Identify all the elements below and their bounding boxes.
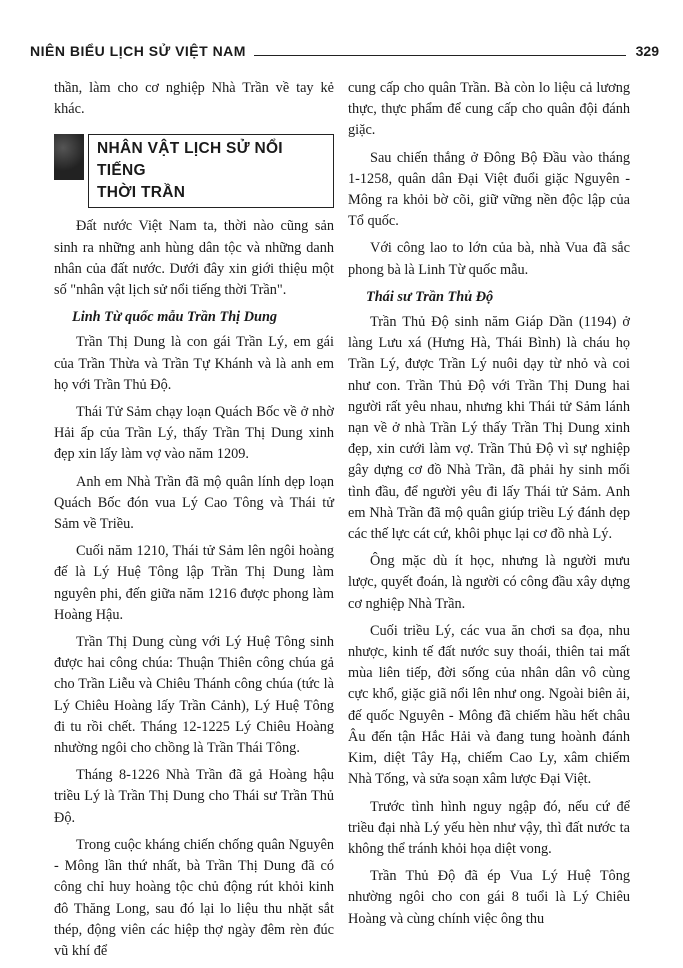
header-rule xyxy=(254,55,626,56)
subsection-heading: Thái sư Trần Thủ Độ xyxy=(366,288,494,305)
paragraph: cung cấp cho quân Trần. Bà còn lo liệu cả lương thực, thực phẩm để cung cấp cho quân đội đánh giặc. xyxy=(348,80,630,139)
paragraph: Với công lao to lớn của bà, nhà Vua đã sắc phong bà là Linh Từ quốc mẫu. xyxy=(348,240,630,278)
section-heading-frame xyxy=(88,134,334,208)
left-column xyxy=(54,78,334,968)
paragraph: Sau chiến thắng ở Đông Bộ Đầu vào tháng 1-1258, quân dân Đại Việt đuổi giặc Nguyên - Mông ra khỏi bờ cõi, giữ vững nền độc lập của Tổ quốc. xyxy=(348,149,630,230)
right-column xyxy=(348,78,630,936)
paragraph: Trần Thị Dung là con gái Trần Lý, em gái của Trần Thừa và Trần Tự Khánh và là anh em họ với Trần Thủ Độ. xyxy=(54,334,334,393)
page-number: 329 xyxy=(635,43,659,59)
paragraph: Trước tình hình nguy ngập đó, nếu cứ để triều đại nhà Lý yếu hèn như vậy, thì đất nước ta không thể tránh khỏi họa diệt vong. xyxy=(348,798,630,857)
paragraph: Ông mặc dù ít học, nhưng là người mưu lược, quyết đoán, là người có công đầu xây dựng cơ nghiệp Nhà Trần. xyxy=(348,553,630,612)
subsection-heading: Linh Từ quốc mẫu Trần Thị Dung xyxy=(72,309,278,326)
paragraph: Tháng 8-1226 Nhà Trần đã gả Hoàng hậu triều Lý là Trần Thị Dung cho Thái sư Trần Thủ Độ. xyxy=(54,767,334,826)
paragraph: Trong cuộc kháng chiến chống quân Nguyên - Mông lần thứ nhất, bà Trần Thị Dung đã có công chỉ huy hoàng tộc chủ động rút khỏi kinh đô Thăng Long, sau đó lại lo liệu thu nhặt sắt thép, động viên các hiệp thợ ngày đêm rèn đúc vũ khí để xyxy=(54,836,334,959)
section-heading-line2: THỜI TRẦN xyxy=(97,184,186,202)
paragraph: Cuối triều Lý, các vua ăn chơi sa đọa, nhu nhược, kinh tế đất nước suy thoái, thiên tai mất mùa liên tiếp, đời sống của nhân dân vô cùng cực khổ, giặc giã nổi lên như ong. Ngoài biên ải, đế quốc Nguyên - Mông đã chiếm hầu hết châu Âu đến tận Hắc Hải và đang tung hoành đánh Kim, diệt Tây Hạ, chiếm Cao Ly, xâm chiếm Nhà Tống, và sửa soạn xâm lược Đại Việt. xyxy=(348,622,630,788)
paragraph: Thái Tử Sảm chạy loạn Quách Bốc về ở nhờ Hải ấp của Trần Lý, thấy Trần Thị Dung xinh đẹp xin lấy làm vợ vào năm 1209. xyxy=(54,404,334,463)
paragraph: Đất nước Việt Nam ta, thời nào cũng sản sinh ra những anh hùng dân tộc và những danh nhân của đất nước. Dưới đây xin giới thiệu một số "nhân vật lịch sử nổi tiếng thời Trần". xyxy=(54,218,334,299)
paragraph: Trần Thủ Độ sinh năm Giáp Dần (1194) ở làng Lưu xá (Hưng Hà, Thái Bình) là cháu họ Trần Lý, được Trần Lý nuôi dạy từ nhỏ và coi như con. Trần Thủ Độ với Trần Thị Dung hai người rất yêu nhau, nhưng khi Thái tử Sảm lánh nạn về ở nhà Trần Lý thấy Trần Thị Dung xinh đẹp, xin cưới làm vợ. Trần Thủ Độ vì sự nghiệp gây dựng cơ đồ Nhà Trần, đã phải hy sinh mối tình đầu, để người yêu đi lấy Thái tử Sảm. Anh em Nhà Trần đã mộ quân giúp triều Lý đánh dẹp các thế lực cát cứ, khôi phục lại cơ đồ nhà Lý. xyxy=(348,314,630,543)
paragraph: Trần Thủ Độ đã ép Vua Lý Huệ Tông nhường ngôi cho con gái 8 tuổi là Lý Chiêu Hoàng và cùng chính việc ông thu xyxy=(348,868,630,927)
running-header xyxy=(30,40,659,62)
section-heading-line1: NHÂN VẬT LỊCH SỬ NỔI TIẾNG xyxy=(97,140,283,180)
paragraph: thần, làm cho cơ nghiệp Nhà Trần về tay kẻ khác. xyxy=(54,80,334,118)
paragraph: Anh em Nhà Trần đã mộ quân lính dẹp loạn Quách Bốc đón vua Lý Cao Tông và Thái tử Sảm về Triều. xyxy=(54,473,334,533)
paragraph: Trần Thị Dung cùng với Lý Huệ Tông sinh được hai công chúa: Thuận Thiên công chúa gả cho Trần Liễu và Chiêu Thánh công chúa (tức là Lý Chiêu Hoàng lấy Trần Cảnh), Lý Huệ Tông đi tu rồi chết. Tháng 12-1225 Lý Chiêu Hoàng nhường ngôi cho chồng là Trần Thái Tông. xyxy=(54,634,334,757)
section-heading xyxy=(54,134,334,208)
section-ornament-icon xyxy=(54,134,84,180)
paragraph: Cuối năm 1210, Thái tử Sảm lên ngôi hoàng đế là Lý Huệ Tông lập Trần Thị Dung làm nguyên phi, đến giữa năm 1216 được phong làm Hoàng Hậu. xyxy=(54,543,334,623)
running-header-title: NIÊN BIỂU LỊCH SỬ VIỆT NAM xyxy=(30,43,246,59)
